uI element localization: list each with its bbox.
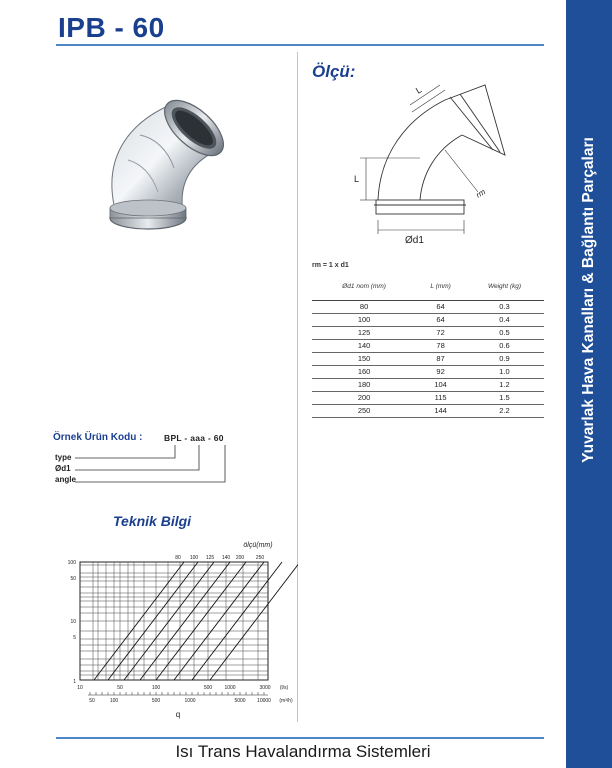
table-header: Weight (kg) [465,282,544,300]
chart-y-tick: 5 [73,635,76,641]
product-code-item: angle [55,475,76,484]
chart-x-tick-m3h: 100 [109,698,119,704]
table-cell: 92 [416,365,465,378]
chart-size-label: 125 [205,555,215,561]
chart-size-label: 250 [255,555,265,561]
chart-x-tick-ls: 1000 [224,685,236,691]
chart-x-tick-ls: 10 [77,685,83,691]
chart-x-unit-ls: (l/s) [279,685,289,691]
page-title: IPB - 60 [58,12,165,43]
footer-divider [56,737,544,739]
table-cell: 1.2 [465,378,544,391]
chart-x-tick-ls: 3000 [259,685,271,691]
table-row [312,352,544,365]
table-row [312,313,544,326]
chart-x-tick-m3h: 1000 [184,698,196,704]
chart-x-tick-m3h: 50 [89,698,95,704]
chart-size-label: 80 [175,555,181,561]
chart-size-label: 100 [189,555,199,561]
table-cell: 100 [312,313,416,326]
table-header: Ød1 nom (mm) [312,282,416,300]
chart-x-tick-m3h: 500 [151,698,161,704]
chart-size-unit-label: ölçü(mm) [243,542,273,549]
table-header: L (mm) [416,282,465,300]
table-cell: 64 [416,313,465,326]
table-cell: 0.5 [465,326,544,339]
product-photo [100,80,260,240]
table-cell: 2.2 [465,404,544,417]
table-cell: 72 [416,326,465,339]
chart-size-label: 200 [235,555,245,561]
chart-x-tick-ls: 50 [117,685,123,691]
table-row [312,391,544,404]
table-cell: 104 [416,378,465,391]
table-cell: 87 [416,352,465,365]
dimensions-heading: Ölçü: [312,62,356,81]
product-code-value: BPL - aaa - 60 [164,433,224,443]
table-row [312,404,544,417]
chart-x-tick-ls: 100 [151,685,161,691]
pressure-loss-chart [58,535,298,725]
table-cell: 125 [312,326,416,339]
chart-size-label: 140 [221,555,231,561]
spec-table [312,282,544,418]
table-cell: 80 [312,300,416,313]
chart-x-tick-m3h: 10000 [257,698,271,704]
table-cell: 0.3 [465,300,544,313]
table-cell: 150 [312,352,416,365]
dim-label-rm: rm [474,187,488,200]
chart-x-tick-ls: 500 [203,685,213,691]
table-cell: 144 [416,404,465,417]
table-cell: 64 [416,300,465,313]
product-code-label: Örnek Ürün Kodu : [53,432,143,443]
dim-label-diameter: Ød1 [405,235,424,246]
chart-x-unit-m3h: (m³/h) [279,698,293,704]
table-cell: 0.9 [465,352,544,365]
table-cell: 200 [312,391,416,404]
table-cell: 1.5 [465,391,544,404]
table-cell: 250 [312,404,416,417]
radius-formula: rm = 1 x d1 [312,262,349,269]
table-cell: 78 [416,339,465,352]
dimension-drawing [350,80,520,250]
sidebar-title: Yuvarlak Hava Kanalları & Bağlantı Parçaları [580,137,597,463]
table-cell: 160 [312,365,416,378]
table-row [312,326,544,339]
chart-x-tick-m3h: 5000 [234,698,246,704]
chart-y-tick: 10 [70,619,76,625]
chart-y-tick: 1 [73,679,76,685]
footer-text: Isı Trans Havalandırma Sistemleri [175,742,431,761]
product-code-item: Ød1 [55,464,71,473]
table-cell: 0.6 [465,339,544,352]
dim-label-l-top: L [414,84,424,96]
technical-heading: Teknik Bilgi [113,513,192,529]
chart-y-tick: 50 [70,576,76,582]
table-cell: 1.0 [465,365,544,378]
table-cell: 140 [312,339,416,352]
table-row [312,378,544,391]
table-row [312,300,544,313]
table-cell: 0.4 [465,313,544,326]
table-row [312,339,544,352]
product-code-item: type [55,453,72,462]
chart-x-axis-label: q [175,710,181,719]
table-cell: 115 [416,391,465,404]
chart-y-tick: 100 [67,560,76,566]
table-cell: 180 [312,378,416,391]
table-row [312,365,544,378]
product-code-leader-lines [53,440,243,490]
dim-label-l-side: L [354,174,360,184]
title-divider [56,44,544,46]
